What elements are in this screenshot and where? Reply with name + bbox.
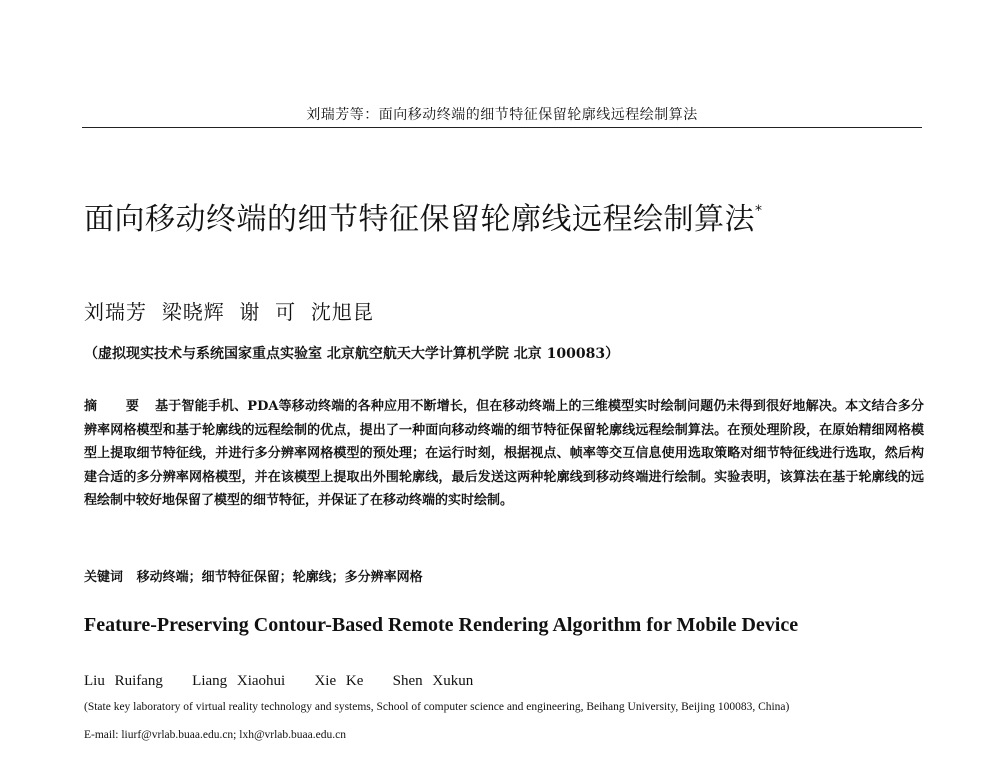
header-rule [82,127,922,128]
abstract-text: 基于智能手机、PDA等移动终端的各种应用不断增长，但在移动终端上的三维模型实时绘制问题仍未得到很好地解决。本文结合多分辨率网格模型和基于轮廓线的远程绘制的优点，提出了一种面向移动终端的细节特征保留轮廓线远程绘制算法。在预处理阶段，在原始精细网格模型上提取细节特征线，并进行多分辨率网格模型的预处理；在运行时刻，根据视点、帧率等交互信息使用选取策略对细节特征线进行选取，然后构建合适的多分辨率网格模型，并在该模型上提取出外围轮廓线，最后发送这两种轮廓线到移动终端进行绘制。实验表明，该算法在基于轮廓线的远程绘制中较好地保留了模型的细节特征，并保证了在移动终端的实时绘制。 [84,399,925,508]
email-en: E-mail: liurf@vrlab.buaa.edu.cn; lxh@vrlab.buaa.edu.cn [84,729,346,741]
affiliation-cn: （虚拟现实技术与系统国家重点实验室 北京航空航天大学计算机学院 北京 100083） [84,346,620,362]
title-en: Feature-Preserving Contour-Based Remote Rendering Algorithm for Mobile Device [84,614,799,636]
authors-en: Liu Ruifang Liang Xiaohui Xie Ke Shen Xukun [84,673,474,689]
abstract-cn [84,395,924,513]
keywords-text: 移动终端；细节特征保留；轮廓线；多分辨率网格 [136,570,423,585]
keywords-label: 关键词 [84,570,124,585]
running-head: 刘瑞芳等：面向移动终端的细节特征保留轮廓线远程绘制算法 [306,107,698,123]
abstract-label: 摘 要 [84,399,152,414]
title-footnote-mark: * [755,203,763,219]
title-cn [84,194,763,238]
keywords-cn [84,566,423,585]
affiliation-en: (State key laboratory of virtual reality technology and systems, School of computer science and engineering, Beihang University, Beijing 100083, China) [84,701,790,713]
authors-cn: 刘瑞芳 梁晓辉 谢 可 沈旭昆 [84,300,374,324]
title-cn-text: 面向移动终端的细节特征保留轮廓线远程绘制算法 [84,202,755,237]
